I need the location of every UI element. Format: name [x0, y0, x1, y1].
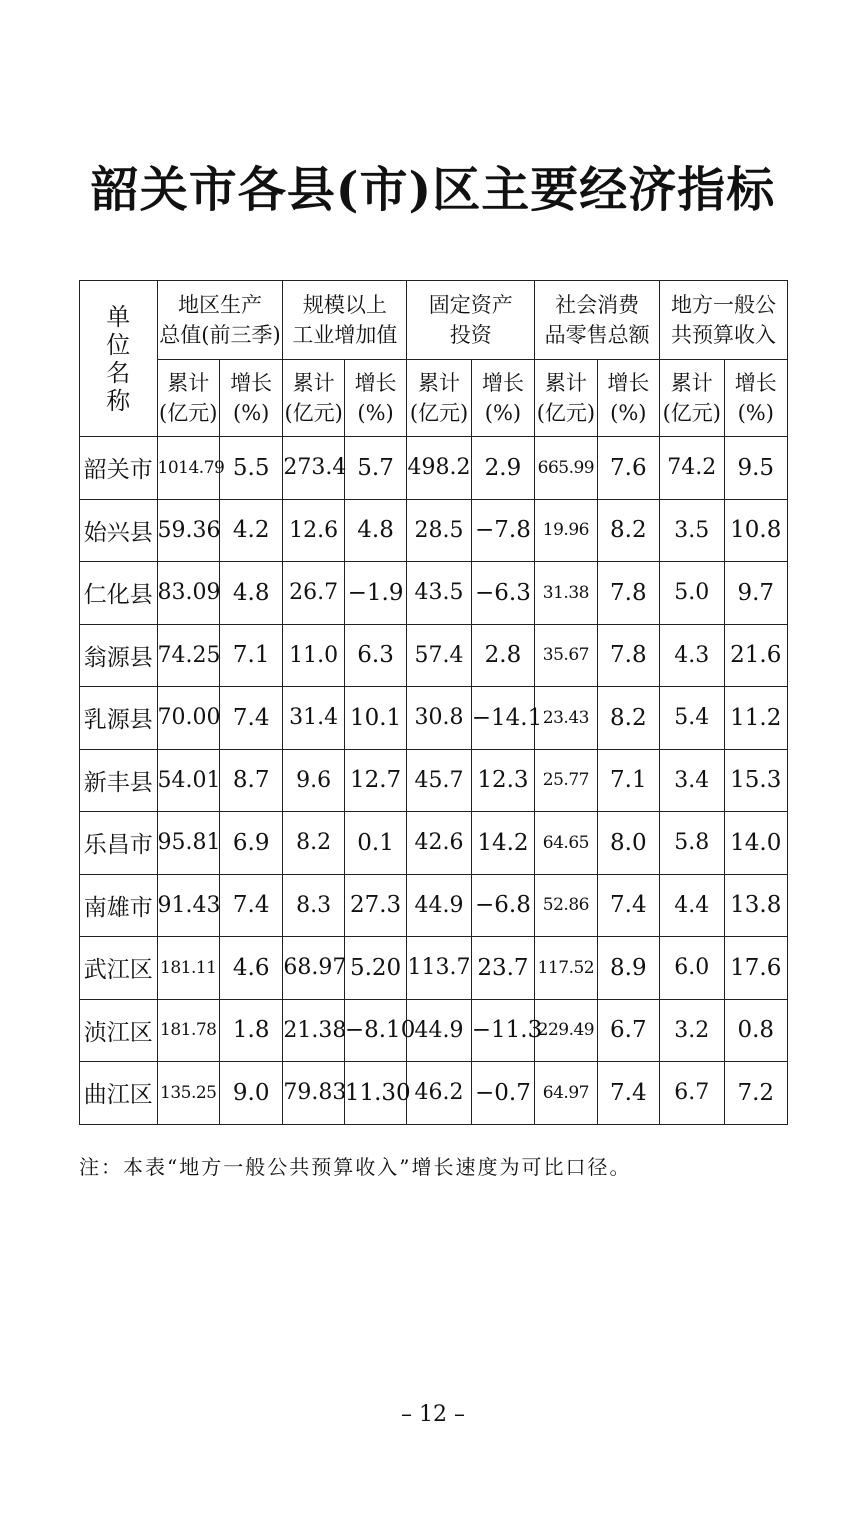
growth-value-cell: 21.6 — [724, 624, 788, 687]
cumulative-value-cell: 113.7 — [407, 937, 471, 1000]
group-header-retail — [535, 281, 660, 360]
cumulative-value-cell: 83.09 — [157, 562, 219, 625]
region-name-cell: 新丰县 — [80, 749, 158, 812]
cumulative-header-line: 累计 — [292, 371, 335, 395]
cumulative-value-cell: 70.00 — [157, 687, 219, 750]
cumulative-value-cell: 25.77 — [535, 749, 597, 812]
growth-value-cell: 8.7 — [219, 749, 282, 812]
table-row — [80, 437, 788, 500]
growth-value-cell: 9.7 — [724, 562, 788, 625]
cumulative-value-cell: 135.25 — [157, 1062, 219, 1125]
growth-value-cell: 8.0 — [597, 812, 659, 875]
growth-value-cell: 7.1 — [597, 749, 659, 812]
cumulative-value-cell: 5.8 — [660, 812, 724, 875]
growth-value-cell: 4.8 — [344, 499, 406, 562]
growth-value-cell: 0.8 — [724, 999, 788, 1062]
growth-value-cell: 8.2 — [597, 687, 659, 750]
growth-header-line: 增长 — [354, 371, 397, 395]
growth-value-cell: 9.5 — [724, 437, 788, 500]
table-row — [80, 499, 788, 562]
growth-value-cell: 12.7 — [344, 749, 406, 812]
growth-header-line: 增长 — [607, 371, 650, 395]
group-header-line: 地方一般公 — [671, 293, 777, 317]
growth-value-cell: 8.2 — [597, 499, 659, 562]
growth-header — [471, 360, 534, 437]
unit-header-char: 称 — [106, 386, 131, 415]
cumulative-value-cell: 117.52 — [535, 937, 597, 1000]
cumulative-value-cell: 8.3 — [283, 874, 344, 937]
growth-header-unit: (%) — [357, 401, 394, 425]
cumulative-value-cell: 181.78 — [157, 999, 219, 1062]
cumulative-header-line: 累计 — [418, 371, 460, 395]
group-header-line: 社会消费 — [555, 293, 640, 317]
cumulative-value-cell: 35.67 — [535, 624, 597, 687]
growth-value-cell: 4.2 — [219, 499, 282, 562]
growth-header-line: 增长 — [230, 371, 273, 395]
growth-header-line: 增长 — [481, 371, 524, 395]
cumulative-header — [283, 360, 344, 437]
table-body — [80, 437, 788, 1125]
cumulative-header — [157, 360, 219, 437]
growth-value-cell: 8.9 — [597, 937, 659, 1000]
growth-header — [724, 360, 788, 437]
cumulative-value-cell: 6.7 — [660, 1062, 724, 1125]
cumulative-value-cell: 5.0 — [660, 562, 724, 625]
cumulative-value-cell: 57.4 — [407, 624, 471, 687]
growth-value-cell: 27.3 — [344, 874, 406, 937]
table-row — [80, 749, 788, 812]
table-row — [80, 874, 788, 937]
cumulative-value-cell: 4.3 — [660, 624, 724, 687]
growth-value-cell: −1.9 — [344, 562, 406, 625]
group-header-gdp — [157, 281, 283, 360]
growth-value-cell: 12.3 — [471, 749, 534, 812]
growth-value-cell: 7.2 — [724, 1062, 788, 1125]
growth-value-cell: 5.20 — [344, 937, 406, 1000]
growth-header-line: 增长 — [734, 371, 777, 395]
growth-value-cell: 1.8 — [219, 999, 282, 1062]
cumulative-value-cell: 42.6 — [407, 812, 471, 875]
region-name-cell: 乳源县 — [80, 687, 158, 750]
growth-value-cell: −0.7 — [471, 1062, 534, 1125]
group-header-investment — [407, 281, 535, 360]
cumulative-header — [660, 360, 724, 437]
cumulative-value-cell: 23.43 — [535, 687, 597, 750]
header-row-groups — [80, 281, 788, 360]
growth-value-cell: 14.2 — [471, 812, 534, 875]
growth-value-cell: 4.6 — [219, 937, 282, 1000]
group-header-line: 地区生产 — [177, 293, 262, 317]
cumulative-value-cell: 273.4 — [283, 437, 344, 500]
growth-value-cell: 0.1 — [344, 812, 406, 875]
cumulative-value-cell: 74.25 — [157, 624, 219, 687]
growth-value-cell: 5.7 — [344, 437, 406, 500]
economic-indicators-table — [79, 280, 788, 1125]
cumulative-value-cell: 229.49 — [535, 999, 597, 1062]
cumulative-value-cell: 5.4 — [660, 687, 724, 750]
region-name-cell: 曲江区 — [80, 1062, 158, 1125]
cumulative-value-cell: 9.6 — [283, 749, 344, 812]
cumulative-value-cell: 28.5 — [407, 499, 471, 562]
cumulative-value-cell: 64.65 — [535, 812, 597, 875]
cumulative-header-unit: (亿元) — [536, 401, 596, 425]
group-header-line: 品零售总额 — [544, 323, 650, 347]
table-row — [80, 562, 788, 625]
growth-value-cell: −8.10 — [344, 999, 406, 1062]
cumulative-value-cell: 45.7 — [407, 749, 471, 812]
growth-value-cell: 7.4 — [219, 874, 282, 937]
cumulative-value-cell: 64.97 — [535, 1062, 597, 1125]
growth-value-cell: −6.8 — [471, 874, 534, 937]
cumulative-header-unit: (亿元) — [159, 401, 218, 425]
cumulative-value-cell: 21.38 — [283, 999, 344, 1062]
cumulative-header — [407, 360, 471, 437]
growth-value-cell: 6.3 — [344, 624, 406, 687]
growth-header-unit: (%) — [610, 401, 647, 425]
cumulative-header-line: 累计 — [167, 371, 210, 395]
region-name-cell: 仁化县 — [80, 562, 158, 625]
region-name-cell: 南雄市 — [80, 874, 158, 937]
table-row — [80, 687, 788, 750]
growth-value-cell: 5.5 — [219, 437, 282, 500]
group-header-line: 工业增加值 — [292, 323, 398, 347]
page-title: 韶关市各县(市)区主要经济指标 — [90, 162, 776, 218]
unit-name-header — [80, 281, 158, 437]
cumulative-header-unit: (亿元) — [284, 401, 343, 425]
growth-value-cell: −6.3 — [471, 562, 534, 625]
growth-value-cell: 6.7 — [597, 999, 659, 1062]
page-number: – 12 – — [401, 1402, 465, 1427]
cumulative-value-cell: 68.97 — [283, 937, 344, 1000]
growth-value-cell: 10.1 — [344, 687, 406, 750]
growth-value-cell: 7.4 — [597, 1062, 659, 1125]
cumulative-header — [535, 360, 597, 437]
cumulative-value-cell: 54.01 — [157, 749, 219, 812]
region-name-cell: 乐昌市 — [80, 812, 158, 875]
cumulative-value-cell: 3.4 — [660, 749, 724, 812]
growth-header — [597, 360, 659, 437]
region-name-cell: 始兴县 — [80, 499, 158, 562]
growth-value-cell: −11.3 — [471, 999, 534, 1062]
header-row-sub — [80, 360, 788, 437]
cumulative-value-cell: 4.4 — [660, 874, 724, 937]
growth-value-cell: 11.30 — [344, 1062, 406, 1125]
growth-value-cell: 9.0 — [219, 1062, 282, 1125]
group-header-industry — [283, 281, 407, 360]
group-header-line: 固定资产 — [428, 293, 513, 317]
cumulative-value-cell: 30.8 — [407, 687, 471, 750]
cumulative-value-cell: 95.81 — [157, 812, 219, 875]
table-row — [80, 1062, 788, 1125]
cumulative-value-cell: 12.6 — [283, 499, 344, 562]
table-row — [80, 812, 788, 875]
cumulative-value-cell: 1014.79 — [157, 437, 219, 500]
cumulative-value-cell: 74.2 — [660, 437, 724, 500]
cumulative-value-cell: 26.7 — [283, 562, 344, 625]
region-name-cell: 翁源县 — [80, 624, 158, 687]
table-row — [80, 937, 788, 1000]
growth-value-cell: 7.4 — [219, 687, 282, 750]
unit-header-char: 单 — [106, 302, 131, 331]
growth-value-cell: −14.1 — [471, 687, 534, 750]
growth-value-cell: 6.9 — [219, 812, 282, 875]
cumulative-value-cell: 52.86 — [535, 874, 597, 937]
cumulative-value-cell: 11.0 — [283, 624, 344, 687]
table-row — [80, 624, 788, 687]
group-header-line: 投资 — [449, 323, 492, 347]
growth-header — [344, 360, 406, 437]
growth-value-cell: 17.6 — [724, 937, 788, 1000]
table-note: 注：本表“地方一般公共预算收入”增长速度为可比口径。 — [79, 1155, 632, 1179]
cumulative-value-cell: 46.2 — [407, 1062, 471, 1125]
cumulative-header-unit: (亿元) — [409, 401, 469, 425]
growth-value-cell: 7.8 — [597, 624, 659, 687]
growth-header-unit: (%) — [484, 401, 522, 425]
cumulative-value-cell: 31.38 — [535, 562, 597, 625]
cumulative-value-cell: 181.11 — [157, 937, 219, 1000]
growth-header-unit: (%) — [233, 401, 270, 425]
table-row — [80, 999, 788, 1062]
growth-value-cell: 7.8 — [597, 562, 659, 625]
cumulative-header-line: 累计 — [670, 371, 713, 395]
growth-value-cell: 23.7 — [471, 937, 534, 1000]
region-name-cell: 浈江区 — [80, 999, 158, 1062]
cumulative-value-cell: 19.96 — [535, 499, 597, 562]
group-header-line: 规模以上 — [302, 293, 387, 317]
unit-header-char: 名 — [106, 358, 131, 387]
growth-value-cell: 14.0 — [724, 812, 788, 875]
growth-value-cell: 7.4 — [597, 874, 659, 937]
growth-value-cell: 7.6 — [597, 437, 659, 500]
cumulative-header-line: 累计 — [544, 371, 587, 395]
growth-value-cell: 11.2 — [724, 687, 788, 750]
cumulative-value-cell: 665.99 — [535, 437, 597, 500]
growth-value-cell: 7.1 — [219, 624, 282, 687]
growth-value-cell: 15.3 — [724, 749, 788, 812]
cumulative-value-cell: 44.9 — [407, 999, 471, 1062]
group-header-revenue — [660, 281, 788, 360]
growth-value-cell: −7.8 — [471, 499, 534, 562]
group-header-line: 总值(前三季) — [159, 323, 281, 347]
growth-value-cell: 10.8 — [724, 499, 788, 562]
unit-header-char: 位 — [106, 330, 131, 359]
growth-value-cell: 2.8 — [471, 624, 534, 687]
region-name-cell: 韶关市 — [80, 437, 158, 500]
cumulative-value-cell: 3.5 — [660, 499, 724, 562]
region-name-cell: 武江区 — [80, 937, 158, 1000]
growth-value-cell: 13.8 — [724, 874, 788, 937]
cumulative-header-unit: (亿元) — [662, 401, 721, 425]
cumulative-value-cell: 79.83 — [283, 1062, 344, 1125]
cumulative-value-cell: 6.0 — [660, 937, 724, 1000]
cumulative-value-cell: 91.43 — [157, 874, 219, 937]
cumulative-value-cell: 3.2 — [660, 999, 724, 1062]
cumulative-value-cell: 8.2 — [283, 812, 344, 875]
cumulative-value-cell: 498.2 — [407, 437, 471, 500]
growth-header-unit: (%) — [737, 401, 774, 425]
group-header-line: 共预算收入 — [671, 323, 777, 347]
cumulative-value-cell: 44.9 — [407, 874, 471, 937]
growth-header — [219, 360, 282, 437]
growth-value-cell: 4.8 — [219, 562, 282, 625]
cumulative-value-cell: 59.36 — [157, 499, 219, 562]
growth-value-cell: 2.9 — [471, 437, 534, 500]
cumulative-value-cell: 31.4 — [283, 687, 344, 750]
cumulative-value-cell: 43.5 — [407, 562, 471, 625]
